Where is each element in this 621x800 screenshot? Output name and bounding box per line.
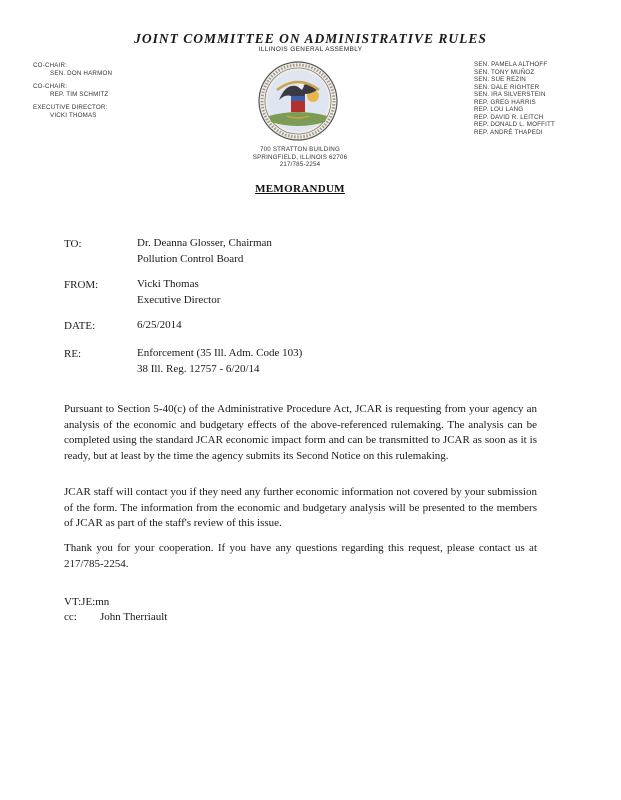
address-line: 700 STRATTON BUILDING <box>260 146 340 153</box>
re-line: 38 Ill. Reg. 12757 - 6/20/14 <box>137 362 260 375</box>
cc-label: cc: <box>64 611 77 623</box>
officer-name: VICKI THOMAS <box>50 111 97 119</box>
member-name: SEN. DALE RIGHTER <box>474 83 540 91</box>
date-line: 6/25/2014 <box>137 319 182 331</box>
letterhead-title: JOINT COMMITTEE ON ADMINISTRATIVE RULES <box>134 31 487 46</box>
letterhead-subtitle: ILLINOIS GENERAL ASSEMBLY <box>258 46 363 53</box>
member-name: SEN. IRA SILVERSTEIN <box>474 91 546 98</box>
body-paragraph: Pursuant to Section 5-40(c) of the Administrative Procedure Act, JCAR is requesting from your agency an analysis of the economic and budgetary effects of the above-referenced rulemaking. The analysis can be completed using the standard JCAR economic impact form and can be transmitted to JCAR as soon as it is ready, but at least by the time the agency submits its Second Notice on this rulemaking. <box>64 403 537 462</box>
to-line: Pollution Control Board <box>137 252 244 265</box>
from-line: Vicki Thomas <box>137 278 199 290</box>
cc-name: John Therriault <box>100 611 168 623</box>
member-name: SEN. SUE REZIN <box>474 76 526 83</box>
date-value <box>137 318 182 334</box>
body-paragraph: Thank you for your cooperation. If you have any questions regarding this request, please contact us at 217/785-2254. <box>64 542 537 570</box>
members-list <box>474 61 555 136</box>
re-label: RE: <box>64 348 82 360</box>
member-name: REP. DAVID R. LEITCH <box>474 113 544 121</box>
member-name: REP. GREG HARRIS <box>474 98 536 106</box>
officer-label: EXECUTIVE DIRECTOR: <box>33 104 108 111</box>
to-label: TO: <box>64 238 82 250</box>
re-line: Enforcement (35 Ill. Adm. Code 103) <box>137 347 303 359</box>
member-name: REP. DONALD L. MOFFITT <box>474 121 555 128</box>
address-line: 217/785-2254 <box>279 161 321 168</box>
officer-label: CO-CHAIR: <box>33 62 68 69</box>
address-line: SPRINGFIELD, ILLINOIS 62706 <box>252 153 348 161</box>
memo-heading: MEMORANDUM <box>255 183 345 195</box>
member-name: SEN. TONY MUÑOZ <box>474 68 535 76</box>
officer-label: CO-CHAIR: <box>33 83 68 90</box>
officer-name: SEN. DON HARMON <box>50 69 113 77</box>
re-value <box>137 346 302 377</box>
member-name: SEN. PAMELA ALTHOFF <box>474 61 548 68</box>
address-block <box>0 146 600 169</box>
to-value <box>137 236 272 267</box>
officer-name: REP. TIM SCHMITZ <box>50 90 109 98</box>
body-paragraph: JCAR staff will contact you if they need any further economic information not covered by your submission of the form. The information from the economic and budgetary analysis will be presented to the members of JCAR as part of the staff's review of this issue. <box>64 486 537 530</box>
from-line: Executive Director <box>137 293 221 306</box>
from-value <box>137 277 220 308</box>
initials: VT:JE:mn <box>64 596 110 608</box>
from-label: FROM: <box>64 279 99 291</box>
member-name: REP. LOU LANG <box>474 106 524 113</box>
state-seal-icon <box>257 60 339 142</box>
member-name: REP. ANDRÉ THAPEDI <box>474 128 543 136</box>
date-label: DATE: <box>64 320 96 332</box>
officers-block <box>33 62 112 119</box>
to-line: Dr. Deanna Glosser, Chairman <box>137 237 272 249</box>
